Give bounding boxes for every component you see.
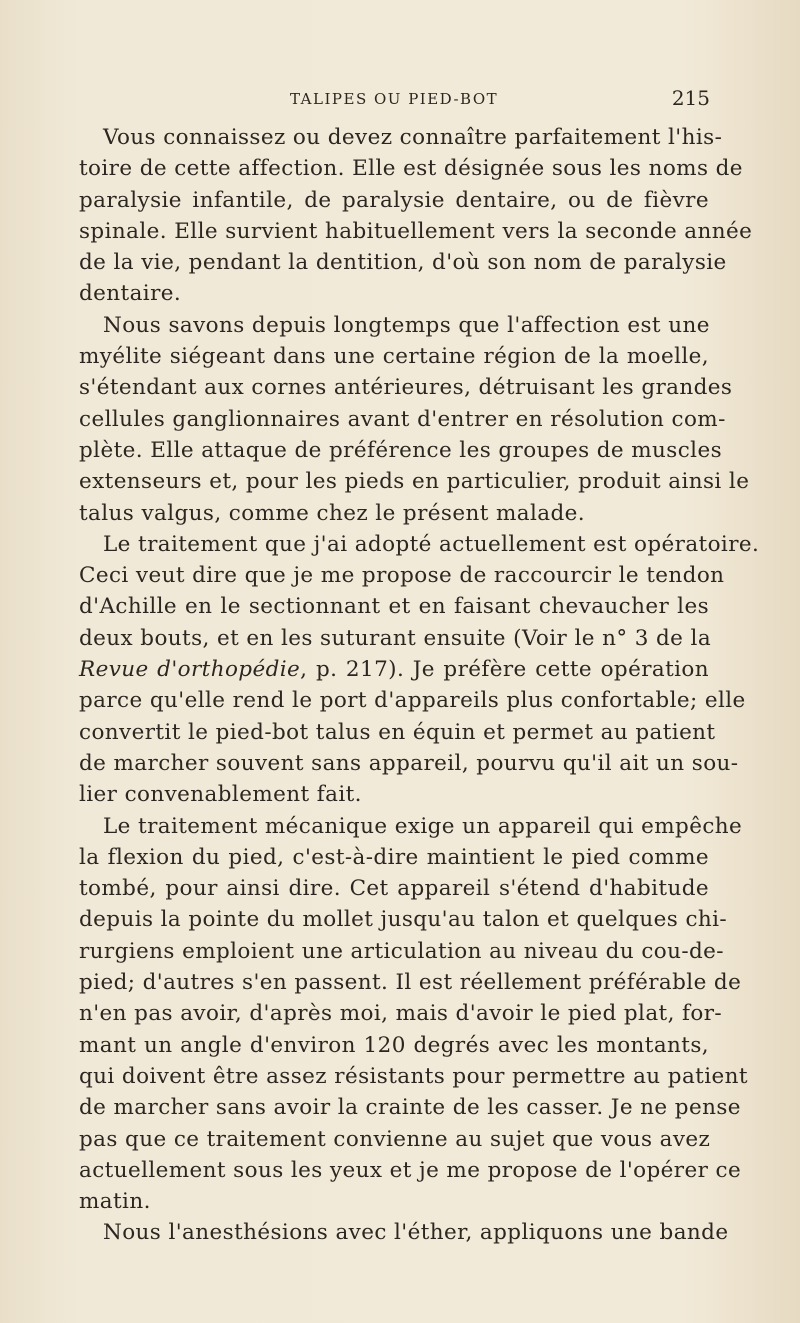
- text-line: n'en pas avoir, d'après moi, mais d'avoir le pied plat, for-: [79, 1001, 723, 1027]
- body-text: [79, 122, 760, 1249]
- page-number: 215: [671, 86, 710, 110]
- text-line: depuis la pointe du mollet jusqu'au talon et quelques chi-: [79, 907, 728, 933]
- text-line: Nous l'anesthésions avec l'éther, appliquons une bande: [103, 1220, 729, 1246]
- page-header: [0, 86, 800, 114]
- text-line: deux bouts, et en les suturant ensuite (Voir le n° 3 de la: [79, 625, 712, 651]
- text-line: de marcher sans avoir la crainte de les casser. Je ne pense: [79, 1095, 741, 1121]
- text-line: rurgiens emploient une articulation au niveau du cou-de-: [79, 938, 724, 964]
- text-line: Le traitement mécanique exige un appareil qui empêche: [103, 813, 743, 839]
- text-line: tombé, pour ainsi dire. Cet appareil s'étend d'habitude: [79, 876, 709, 902]
- text-line: extenseurs et, pour les pieds en particulier, produit ainsi le: [79, 469, 750, 495]
- text-line: lier convenablement fait.: [79, 782, 362, 808]
- text-line: de marcher souvent sans appareil, pourvu qu'il ait un sou-: [79, 750, 739, 776]
- text-line-with-italic: [79, 654, 709, 685]
- text-fragment: , p. 217). Je préfère cette opération: [300, 657, 710, 683]
- text-line: parce qu'elle rend le port d'appareils plus confortable; elle: [79, 688, 746, 714]
- text-line: paralysie infantile, de paralysie dentaire, ou de fièvre: [79, 187, 709, 213]
- text-line: Nous savons depuis longtemps que l'affection est une: [103, 312, 710, 338]
- text-line: d'Achille en le sectionnant et en faisant chevaucher les: [79, 594, 709, 620]
- text-line: cellules ganglionnaires avant d'entrer en résolution com-: [79, 406, 726, 432]
- text-line: talus valgus, comme chez le présent malade.: [79, 500, 585, 526]
- text-line: pied; d'autres s'en passent. Il est réellement préférable de: [79, 970, 742, 996]
- running-title: TALIPES OU PIED-BOT: [290, 90, 499, 108]
- text-line: dentaire.: [79, 281, 182, 307]
- text-line: Vous connaissez ou devez connaître parfaitement l'his-: [103, 125, 723, 150]
- text-line: spinale. Elle survient habituellement vers la seconde année: [79, 218, 753, 244]
- text-line: Ceci veut dire que je me propose de raccourcir le tendon: [79, 563, 725, 589]
- text-line: myélite siégeant dans une certaine région de la moelle,: [79, 344, 709, 370]
- text-line: mant un angle d'environ 120 degrés avec les montants,: [79, 1032, 709, 1058]
- text-line: matin.: [79, 1189, 151, 1215]
- text-line: Le traitement que j'ai adopté actuellement est opératoire.: [103, 531, 760, 557]
- journal-title: Revue d'orthopédie: [79, 657, 301, 683]
- text-line: convertit le pied-bot talus en équin et permet au patient: [79, 719, 716, 745]
- text-line: plète. Elle attaque de préférence les groupes de muscles: [79, 437, 723, 463]
- text-line: s'étendant aux cornes antérieures, détruisant les grandes: [79, 375, 733, 401]
- text-line: qui doivent être assez résistants pour permettre au patient: [79, 1063, 748, 1089]
- text-line: la flexion du pied, c'est-à-dire maintient le pied comme: [79, 844, 709, 870]
- text-line: actuellement sous les yeux et je me propose de l'opérer ce: [79, 1157, 742, 1183]
- text-line: de la vie, pendant la dentition, d'où son nom de paralysie: [79, 250, 727, 276]
- text-line: pas que ce traitement convienne au sujet que vous avez: [79, 1126, 711, 1152]
- text-line: toire de cette affection. Elle est désignée sous les noms de: [79, 156, 743, 182]
